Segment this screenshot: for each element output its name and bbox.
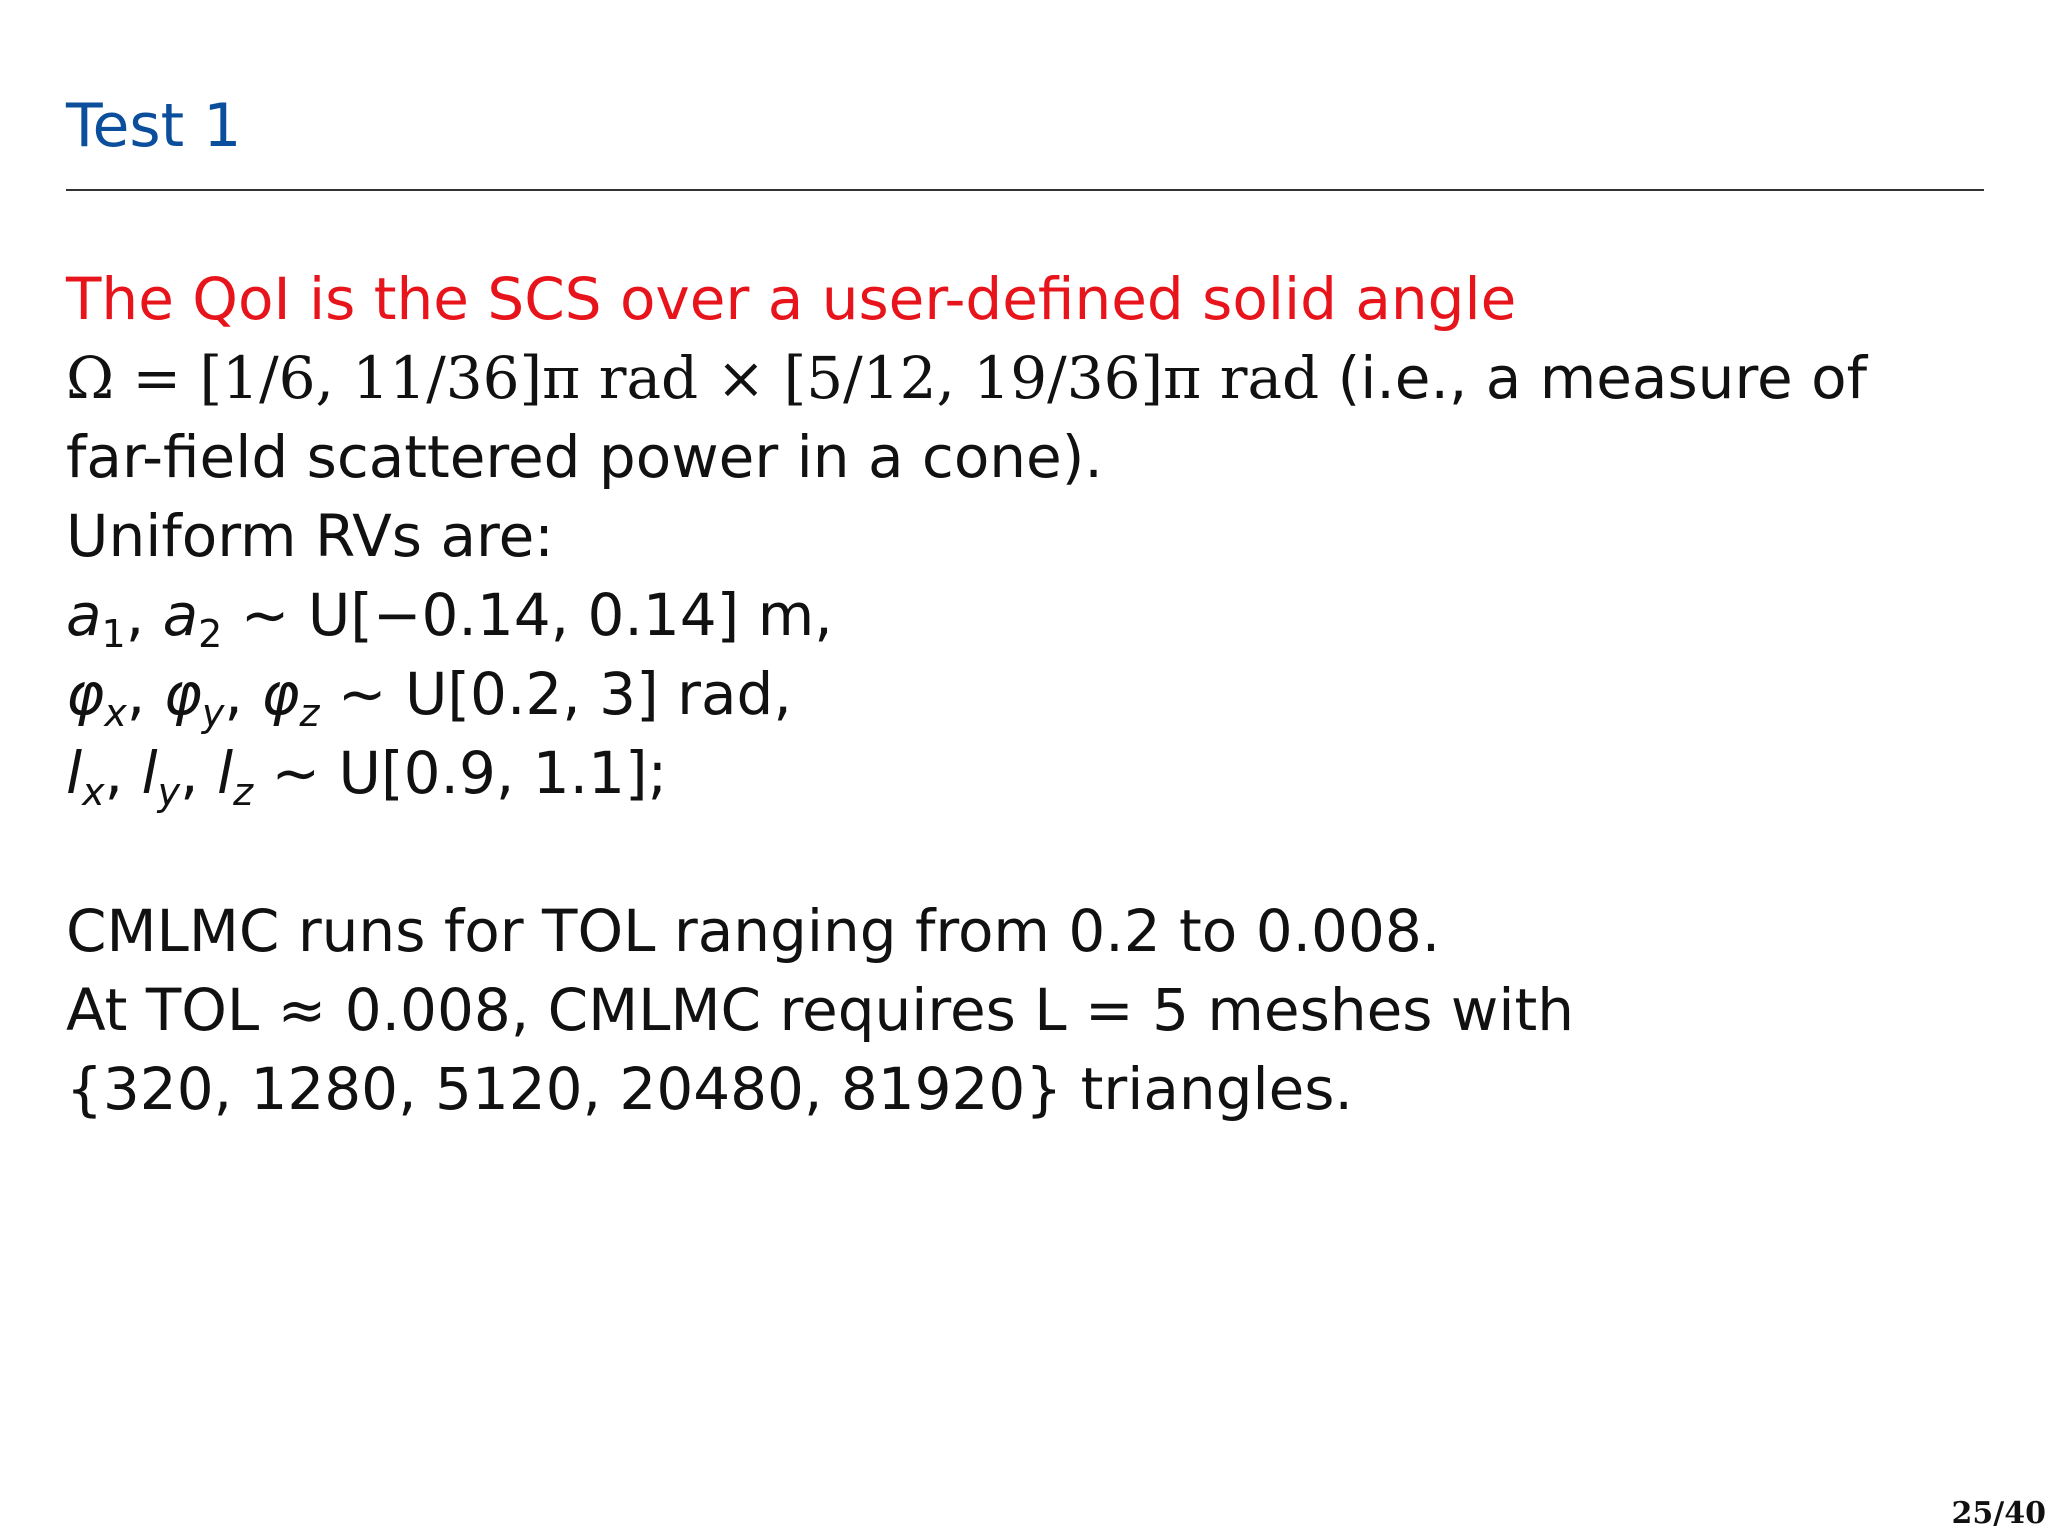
rv-phi-y-subscript: y	[201, 691, 225, 735]
rv-phi-x-symbol: φ	[66, 660, 105, 728]
paragraph-gap	[66, 813, 1966, 892]
rv-l-z-subscript: z	[233, 770, 254, 814]
solid-angle-formula: Ω = [1/6, 11/36]π rad × [5/12, 19/36]π rad	[66, 344, 1320, 412]
mesh-triangles-line: {320, 1280, 5120, 20480, 81920} triangles.	[66, 1055, 1353, 1123]
slide-title: Test 1	[66, 91, 242, 161]
rv-phi-z-symbol: φ	[261, 660, 300, 728]
solid-angle-note: (i.e., a measure of	[1319, 344, 1868, 412]
rv-phi-x-subscript: x	[104, 691, 127, 735]
page-number: 25/40	[1951, 1496, 2046, 1531]
tol-requirement-line: At TOL ≈ 0.008, CMLMC requires L = 5 meshes with	[66, 976, 1574, 1044]
title-divider	[66, 189, 1984, 191]
rv-phi-y-symbol: φ	[163, 660, 202, 728]
rv-a-distribution: ∼ U[−0.14, 0.14] m,	[222, 581, 833, 649]
rv-l-x-symbol: l	[66, 739, 83, 807]
uniform-rvs-heading: Uniform RVs are:	[66, 502, 554, 570]
rv-l-y-symbol: l	[141, 739, 158, 807]
rv-l-distribution: ∼ U[0.9, 1.1];	[253, 739, 668, 807]
rv-a1-subscript: 1	[101, 612, 126, 656]
rv-l-line: $l_x$, $l_y$, $l_z$ ∼ U[0.9, 1.1];	[66, 739, 668, 814]
rv-a2-symbol: a	[162, 581, 199, 649]
rv-a-line: $a_1$, $a_2$ ∼ U[−0.14, 0.14] m,	[66, 581, 833, 656]
rv-phi-line: $\varphi_x$, $\varphi_y$, $\varphi_z$ ∼ U[0.2, 3] rad,	[66, 660, 792, 735]
qoi-statement: The QoI is the SCS over a user-defined solid angle	[66, 265, 1517, 333]
rv-phi-z-subscript: z	[299, 691, 320, 735]
rv-a2-subscript: 2	[198, 612, 223, 656]
slide-body	[66, 260, 1966, 1129]
rv-phi-distribution: ∼ U[0.2, 3] rad,	[319, 660, 792, 728]
solid-angle-definition	[66, 339, 1966, 418]
rv-l-z-symbol: l	[217, 739, 234, 807]
rv-l-x-subscript: x	[82, 770, 105, 814]
cmlmc-runs-line: CMLMC runs for TOL ranging from 0.2 to 0.008.	[66, 897, 1441, 965]
far-field-note: far-field scattered power in a cone).	[66, 423, 1103, 491]
rv-l-y-subscript: y	[157, 770, 181, 814]
rv-a1-symbol: a	[66, 581, 102, 649]
